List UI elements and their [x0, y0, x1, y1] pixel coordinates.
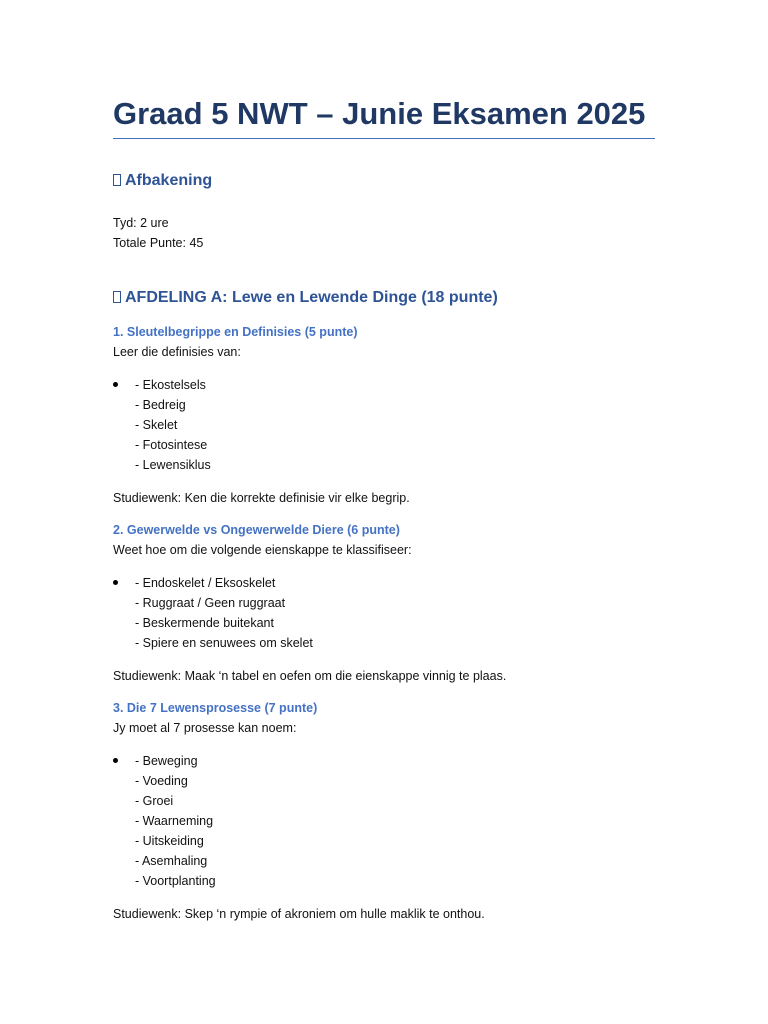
list-item: - Beweging: [135, 754, 198, 768]
list-item: - Ruggraat / Geen ruggraat: [135, 596, 286, 610]
subsection-heading: 2. Gewerwelde vs Ongewerwelde Diere (6 punte): [113, 523, 400, 537]
bullet-icon: [113, 382, 118, 387]
subsection-intro: Weet hoe om die volgende eienskappe te klassifiseer:: [113, 543, 412, 557]
section-a-heading: [113, 288, 655, 308]
study-tip: Studiewenk: Maak ‘n tabel en oefen om die eienskappe vinnig te plaas.: [113, 669, 507, 683]
bullet-list: [113, 573, 655, 653]
list-item: - Ekostelsels: [135, 378, 206, 392]
missing-glyph-icon: [113, 174, 121, 186]
list-item: - Voortplanting: [135, 874, 216, 888]
list-item: - Beskermende buitekant: [135, 616, 274, 630]
bullet-icon: [113, 758, 118, 763]
subsection-heading: 3. Die 7 Lewensprosesse (7 punte): [113, 701, 318, 715]
missing-glyph-icon: [113, 291, 121, 303]
bullet-list: [113, 751, 655, 891]
scope-heading-text: Afbakening: [125, 172, 213, 189]
document-body: [113, 92, 655, 924]
section-a-heading-text: AFDELING A: Lewe en Lewende Dinge (18 punte): [125, 289, 498, 306]
list-item: - Bedreig: [135, 398, 186, 412]
list-item: - Fotosintese: [135, 438, 208, 452]
scope-heading: [113, 171, 655, 191]
list-item: - Groei: [135, 794, 174, 808]
list-item: - Waarneming: [135, 814, 214, 828]
document-title: Graad 5 NWT – Junie Eksamen 2025: [113, 92, 655, 139]
list-item: - Asemhaling: [135, 854, 208, 868]
list-item: - Skelet: [135, 418, 178, 432]
exam-time: Tyd: 2 ure: [113, 216, 169, 230]
list-item: - Spiere en senuwees om skelet: [135, 636, 313, 650]
bullet-icon: [113, 580, 118, 585]
exam-total-marks: Totale Punte: 45: [113, 236, 204, 250]
list-item: - Lewensiklus: [135, 458, 211, 472]
subsection-heading: 1. Sleutelbegrippe en Definisies (5 punte): [113, 325, 358, 339]
subsection-intro: Jy moet al 7 prosesse kan noem:: [113, 721, 297, 735]
bullet-list: [113, 375, 655, 475]
study-tip: Studiewenk: Skep ‘n rympie of akroniem om hulle maklik te onthou.: [113, 907, 485, 921]
list-item: - Uitskeiding: [135, 834, 204, 848]
study-tip: Studiewenk: Ken die korrekte definisie vir elke begrip.: [113, 491, 410, 505]
list-item: - Voeding: [135, 774, 188, 788]
subsection-intro: Leer die definisies van:: [113, 345, 241, 359]
list-item: - Endoskelet / Eksoskelet: [135, 576, 276, 590]
